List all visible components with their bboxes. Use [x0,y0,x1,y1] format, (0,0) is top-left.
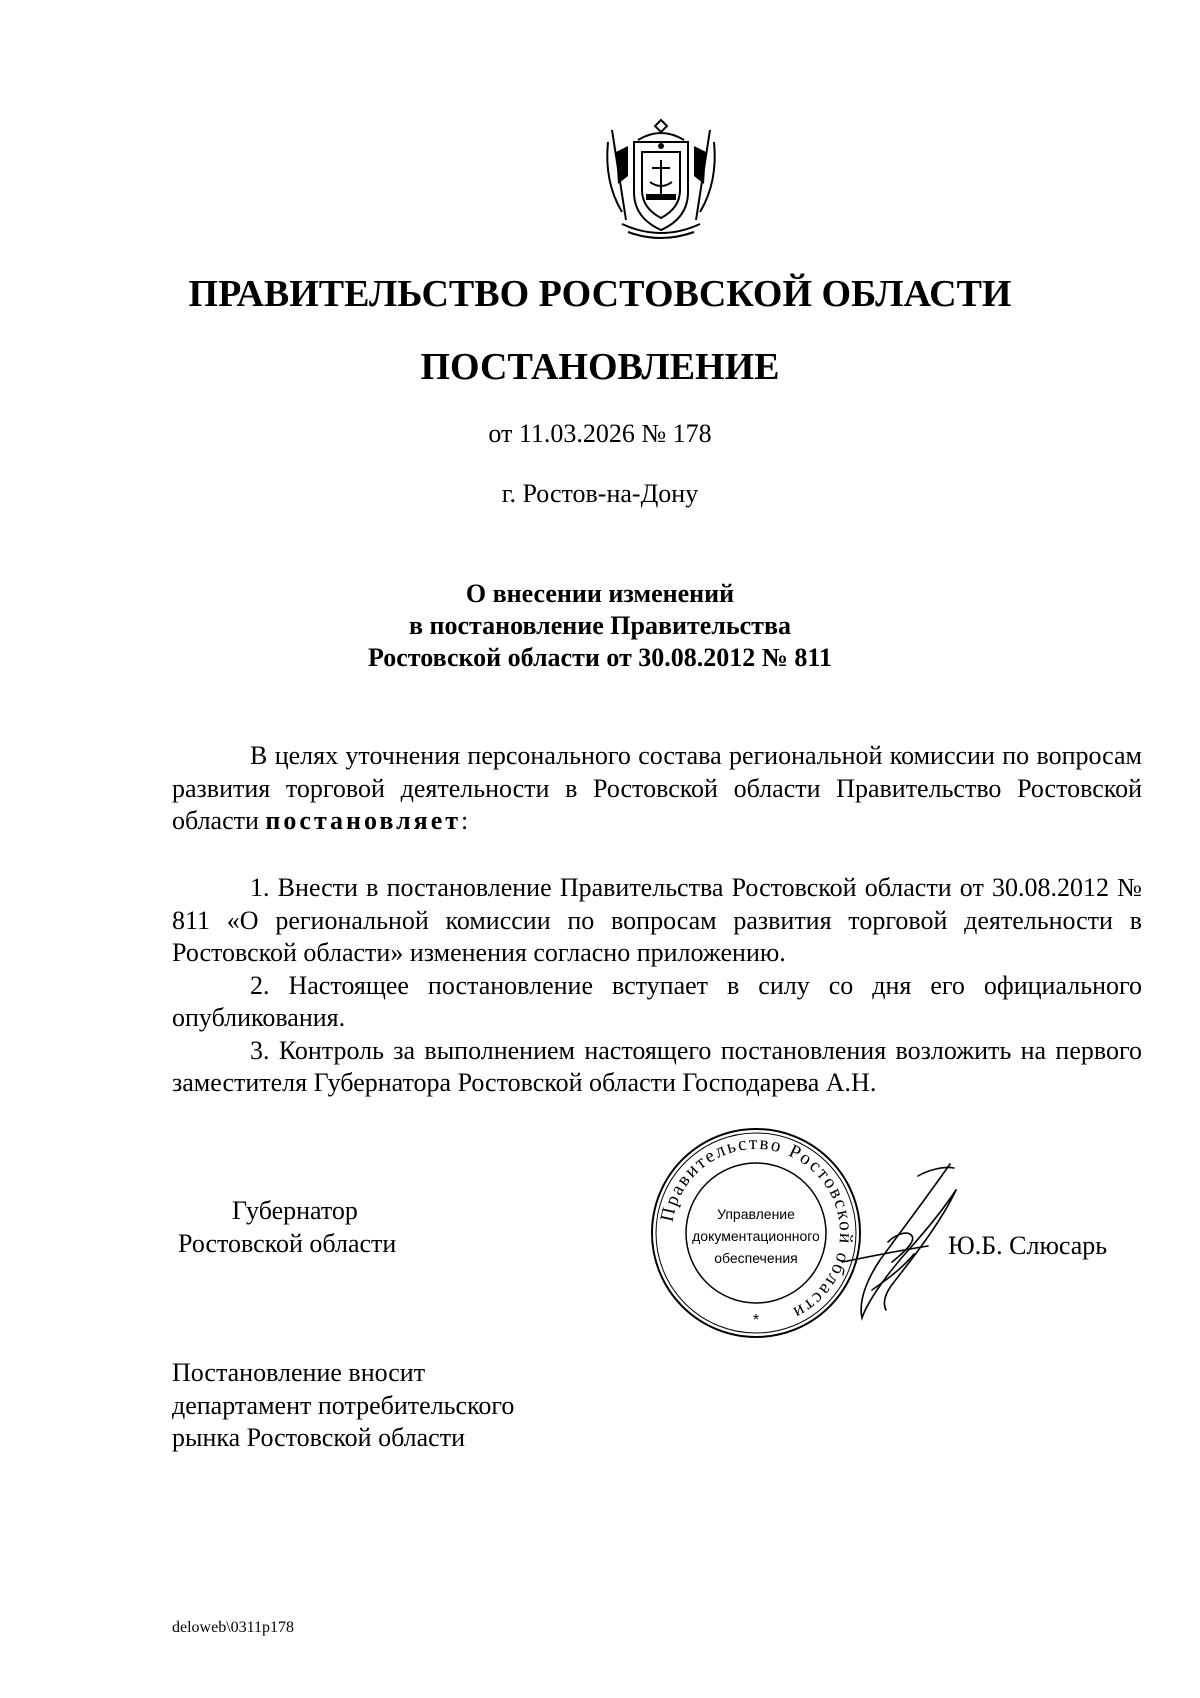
resolution-item: 2. Настоящее постановление вступает в силу со дня его официального опубликования. [172,970,1142,1032]
document-city: г. Ростов-на-Дону [501,479,699,508]
signatory-title: Губернатор [232,1196,358,1225]
document-type-title: ПОСТАНОВЛЕНИЕ [420,346,780,388]
preamble-text: В целях уточнения персонального состава региональной комиссии по вопросам развития торговой деятельности в Ростовской области Правительство Ростовской области [172,741,1142,835]
seal-star: * [752,1312,760,1329]
preamble-paragraph [172,740,1142,838]
submitted-by-line: рынка Ростовской области [172,1423,465,1452]
resolution-item: 1. Внести в постановление Правительства Ростовской области от 30.08.2012 № 811 «О региональной комиссии по вопросам развития торговой деятельности в Ростовской области» изменения согласно приложению. [172,873,1142,967]
preamble-emphasis: постановляет [265,806,462,835]
submitted-by-line: департамент потребительского [172,1390,515,1420]
signatory-region: Ростовской области [178,1229,397,1258]
seal-center-line: Управление [717,1206,795,1222]
subject-line: О внесении изменений [465,579,735,608]
document-date-number: от 11.03.2026 № 178 [488,419,712,448]
subject-line: в постановление Правительства [408,611,791,640]
signatory-name: Ю.Б. Слюсарь [948,1231,1108,1260]
subject-line: Ростовской области от 30.08.2012 № 811 [368,643,832,672]
seal-center-line: документационного [692,1228,820,1244]
seal-center-line: обеспечения [714,1250,798,1266]
seal-ring-text: Правительство Ростовской области [656,1132,857,1324]
preamble-tail: : [461,806,469,835]
resolution-item: 3. Контроль за выполнением настоящего постановления возложить на первого заместителя Губернатора Ростовской области Господарева А.Н. [172,1035,1142,1097]
submitted-by-line: Постановление вносит [172,1358,426,1387]
document-subject [0,578,1200,674]
resolution-items [172,872,1142,1100]
coat-of-arms-emblem [602,112,720,244]
document-file-code: deloweb\0311p178 [172,1619,295,1636]
submitted-by-block [172,1357,514,1455]
organization-heading: ПРАВИТЕЛЬСТВО РОСТОВСКОЙ ОБЛАСТИ [188,273,1012,315]
